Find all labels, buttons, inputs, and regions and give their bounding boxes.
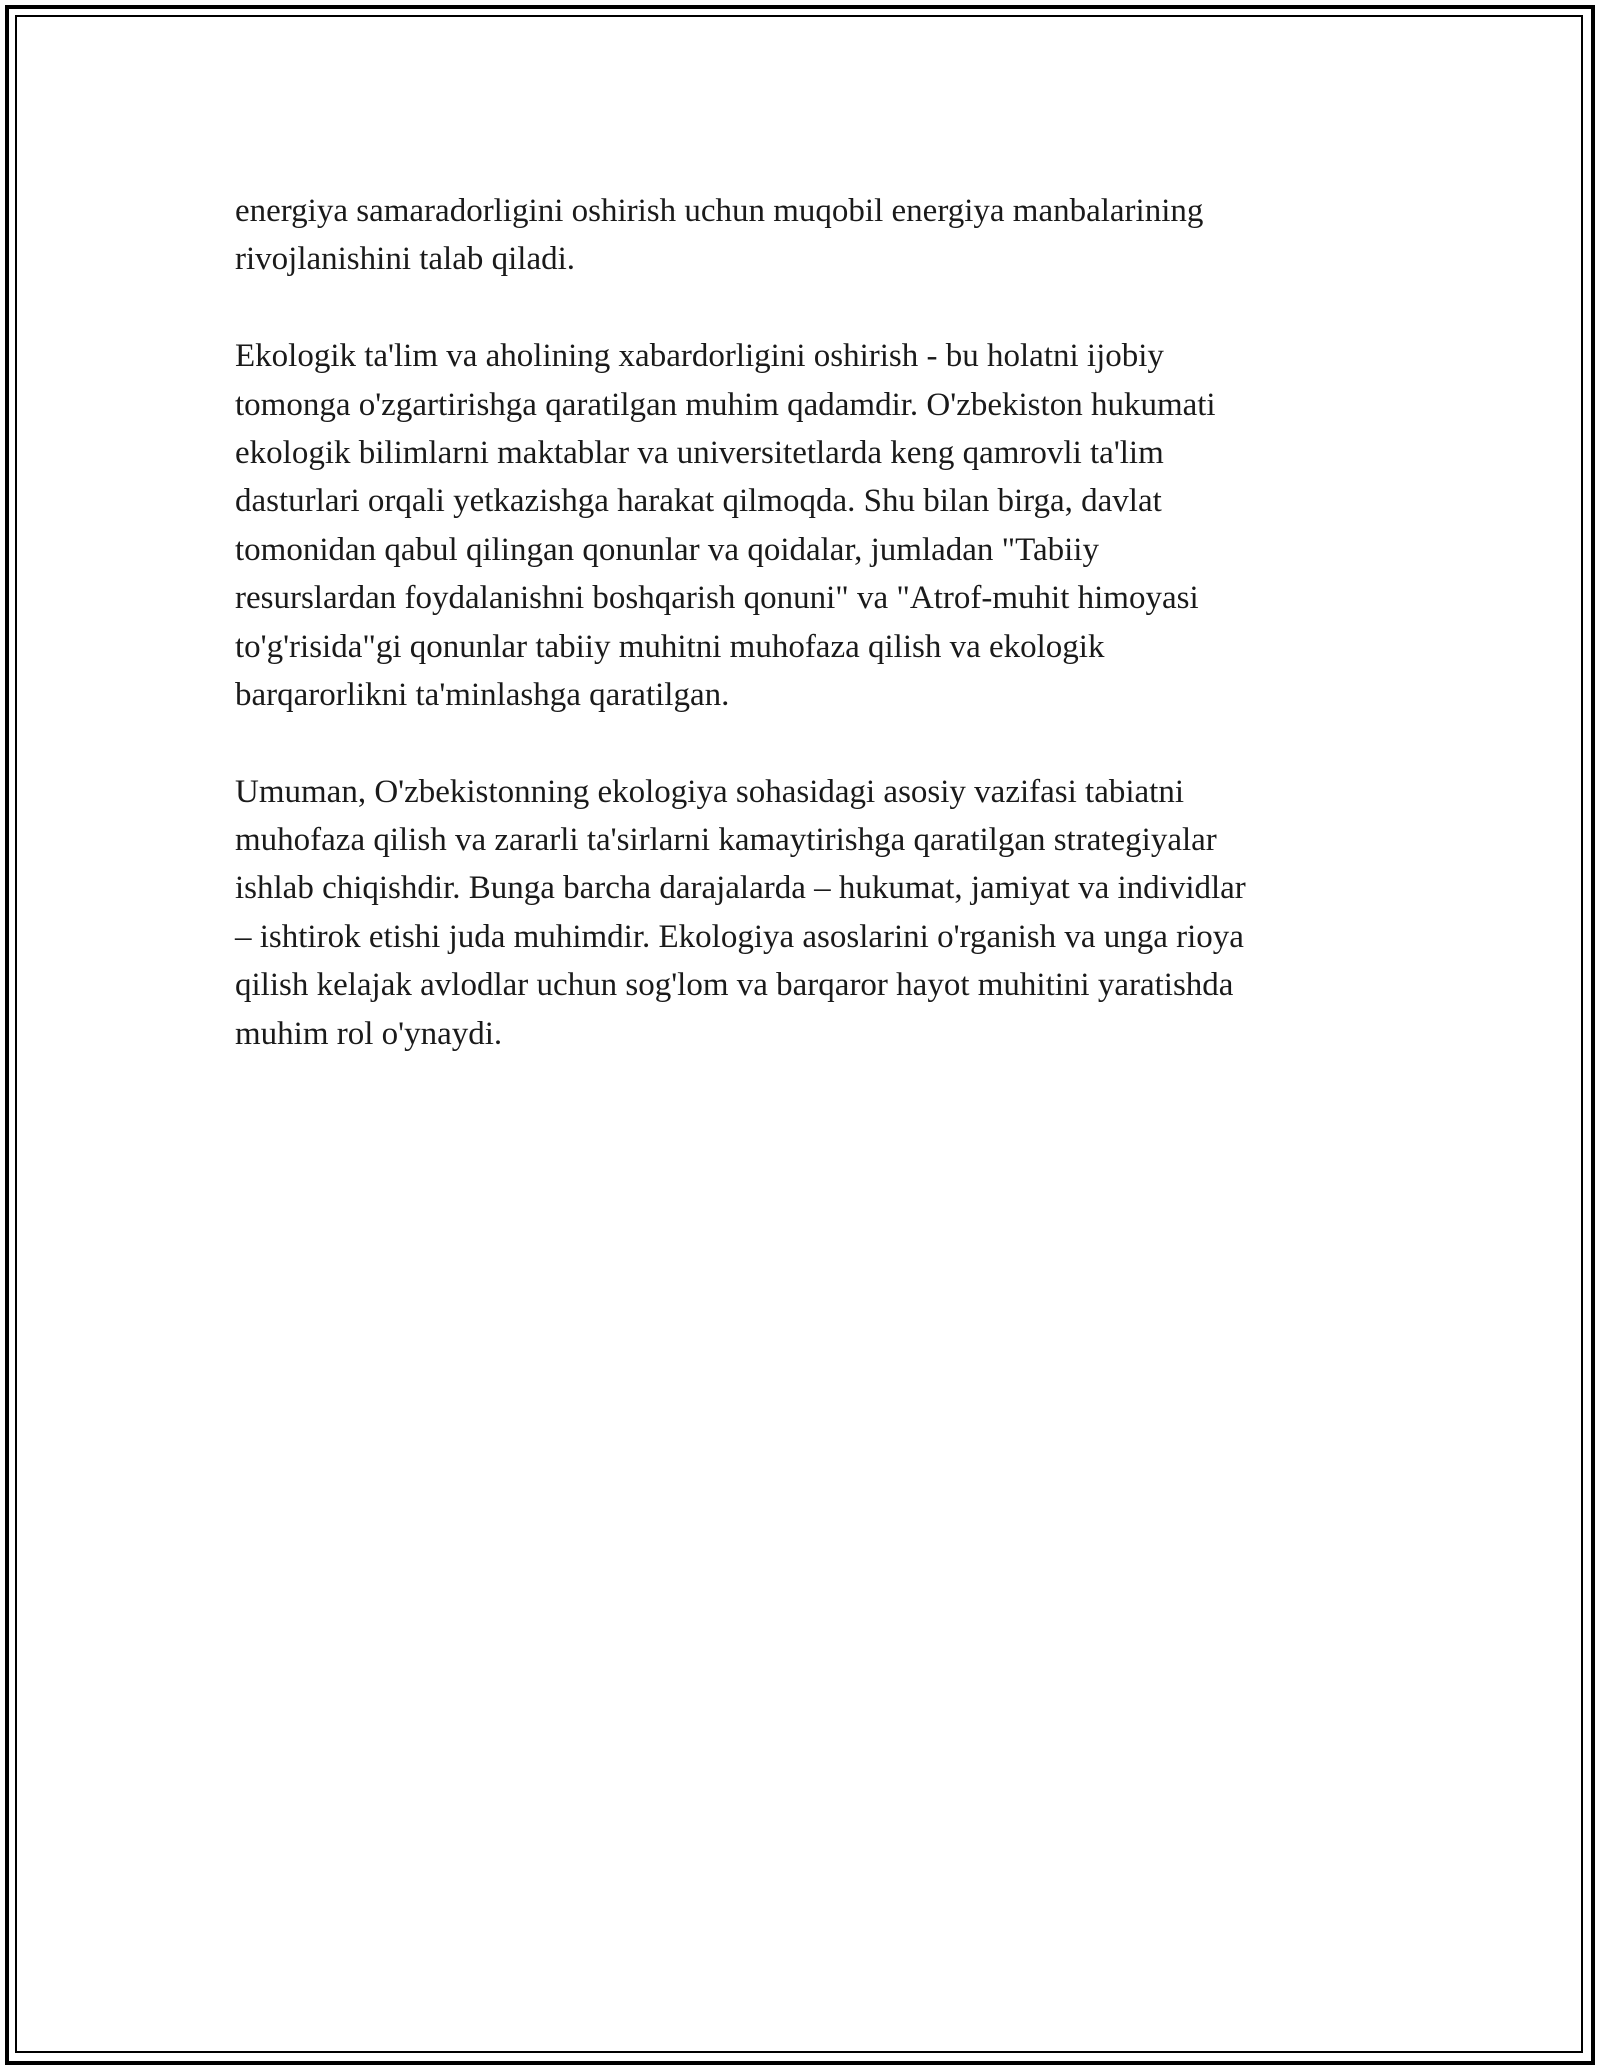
text-line: qilish kelajak avlodlar uchun sog'lom va barqaror hayot muhitini yaratishda	[235, 967, 1234, 1004]
text-line: ishlab chiqishdir. Bunga barcha darajalarda – hukumat, jamiyat va individlar	[235, 870, 1246, 907]
paragraph-gap	[235, 719, 1375, 767]
text-line: barqarorlikni ta'minlashga qaratilgan.	[235, 676, 730, 713]
paragraph	[235, 768, 1375, 1058]
text-line: rivojlanishini talab qiladi.	[235, 241, 576, 278]
text-line: muhim rol o'ynaydi.	[235, 1015, 503, 1052]
text-line: Umuman, O'zbekistonning ekologiya sohasidagi asosiy vazifasi tabiatni	[235, 773, 1185, 810]
text-line: muhofaza qilish va zararli ta'sirlarni kamaytirishga qaratilgan strategiyalar	[235, 822, 1217, 859]
text-line: energiya samaradorligini oshirish uchun muqobil energiya manbalarining	[235, 193, 1204, 229]
text-line: tomonidan qabul qilingan qonunlar va qoidalar, jumladan "Tabiiy	[235, 531, 1099, 568]
text-line: – ishtirok etishi juda muhimdir. Ekologiya asoslarini o'rganish va unga rioya	[235, 918, 1244, 955]
text-line: tomonga o'zgartirishga qaratilgan muhim qadamdir. O'zbekiston hukumati	[235, 386, 1216, 423]
text-line: dasturlari orqali yetkazishga harakat qilmoqda. Shu bilan birga, davlat	[235, 483, 1162, 520]
text-line: Ekologik ta'lim va aholining xabardorligini oshirish - bu holatni ijobiy	[235, 338, 1164, 375]
paragraph-gap	[235, 284, 1375, 332]
text-line: to'g'risida"gi qonunlar tabiiy muhitni muhofaza qilish va ekologik	[235, 628, 1105, 665]
document-body	[235, 187, 1375, 1058]
text-line: resurslardan foydalanishni boshqarish qonuni" va "Atrof-muhit himoyasi	[235, 580, 1199, 617]
paragraph	[235, 332, 1375, 719]
text-line: ekologik bilimlarni maktablar va universitetlarda keng qamrovli ta'lim	[235, 434, 1164, 471]
paragraph	[235, 187, 1375, 284]
